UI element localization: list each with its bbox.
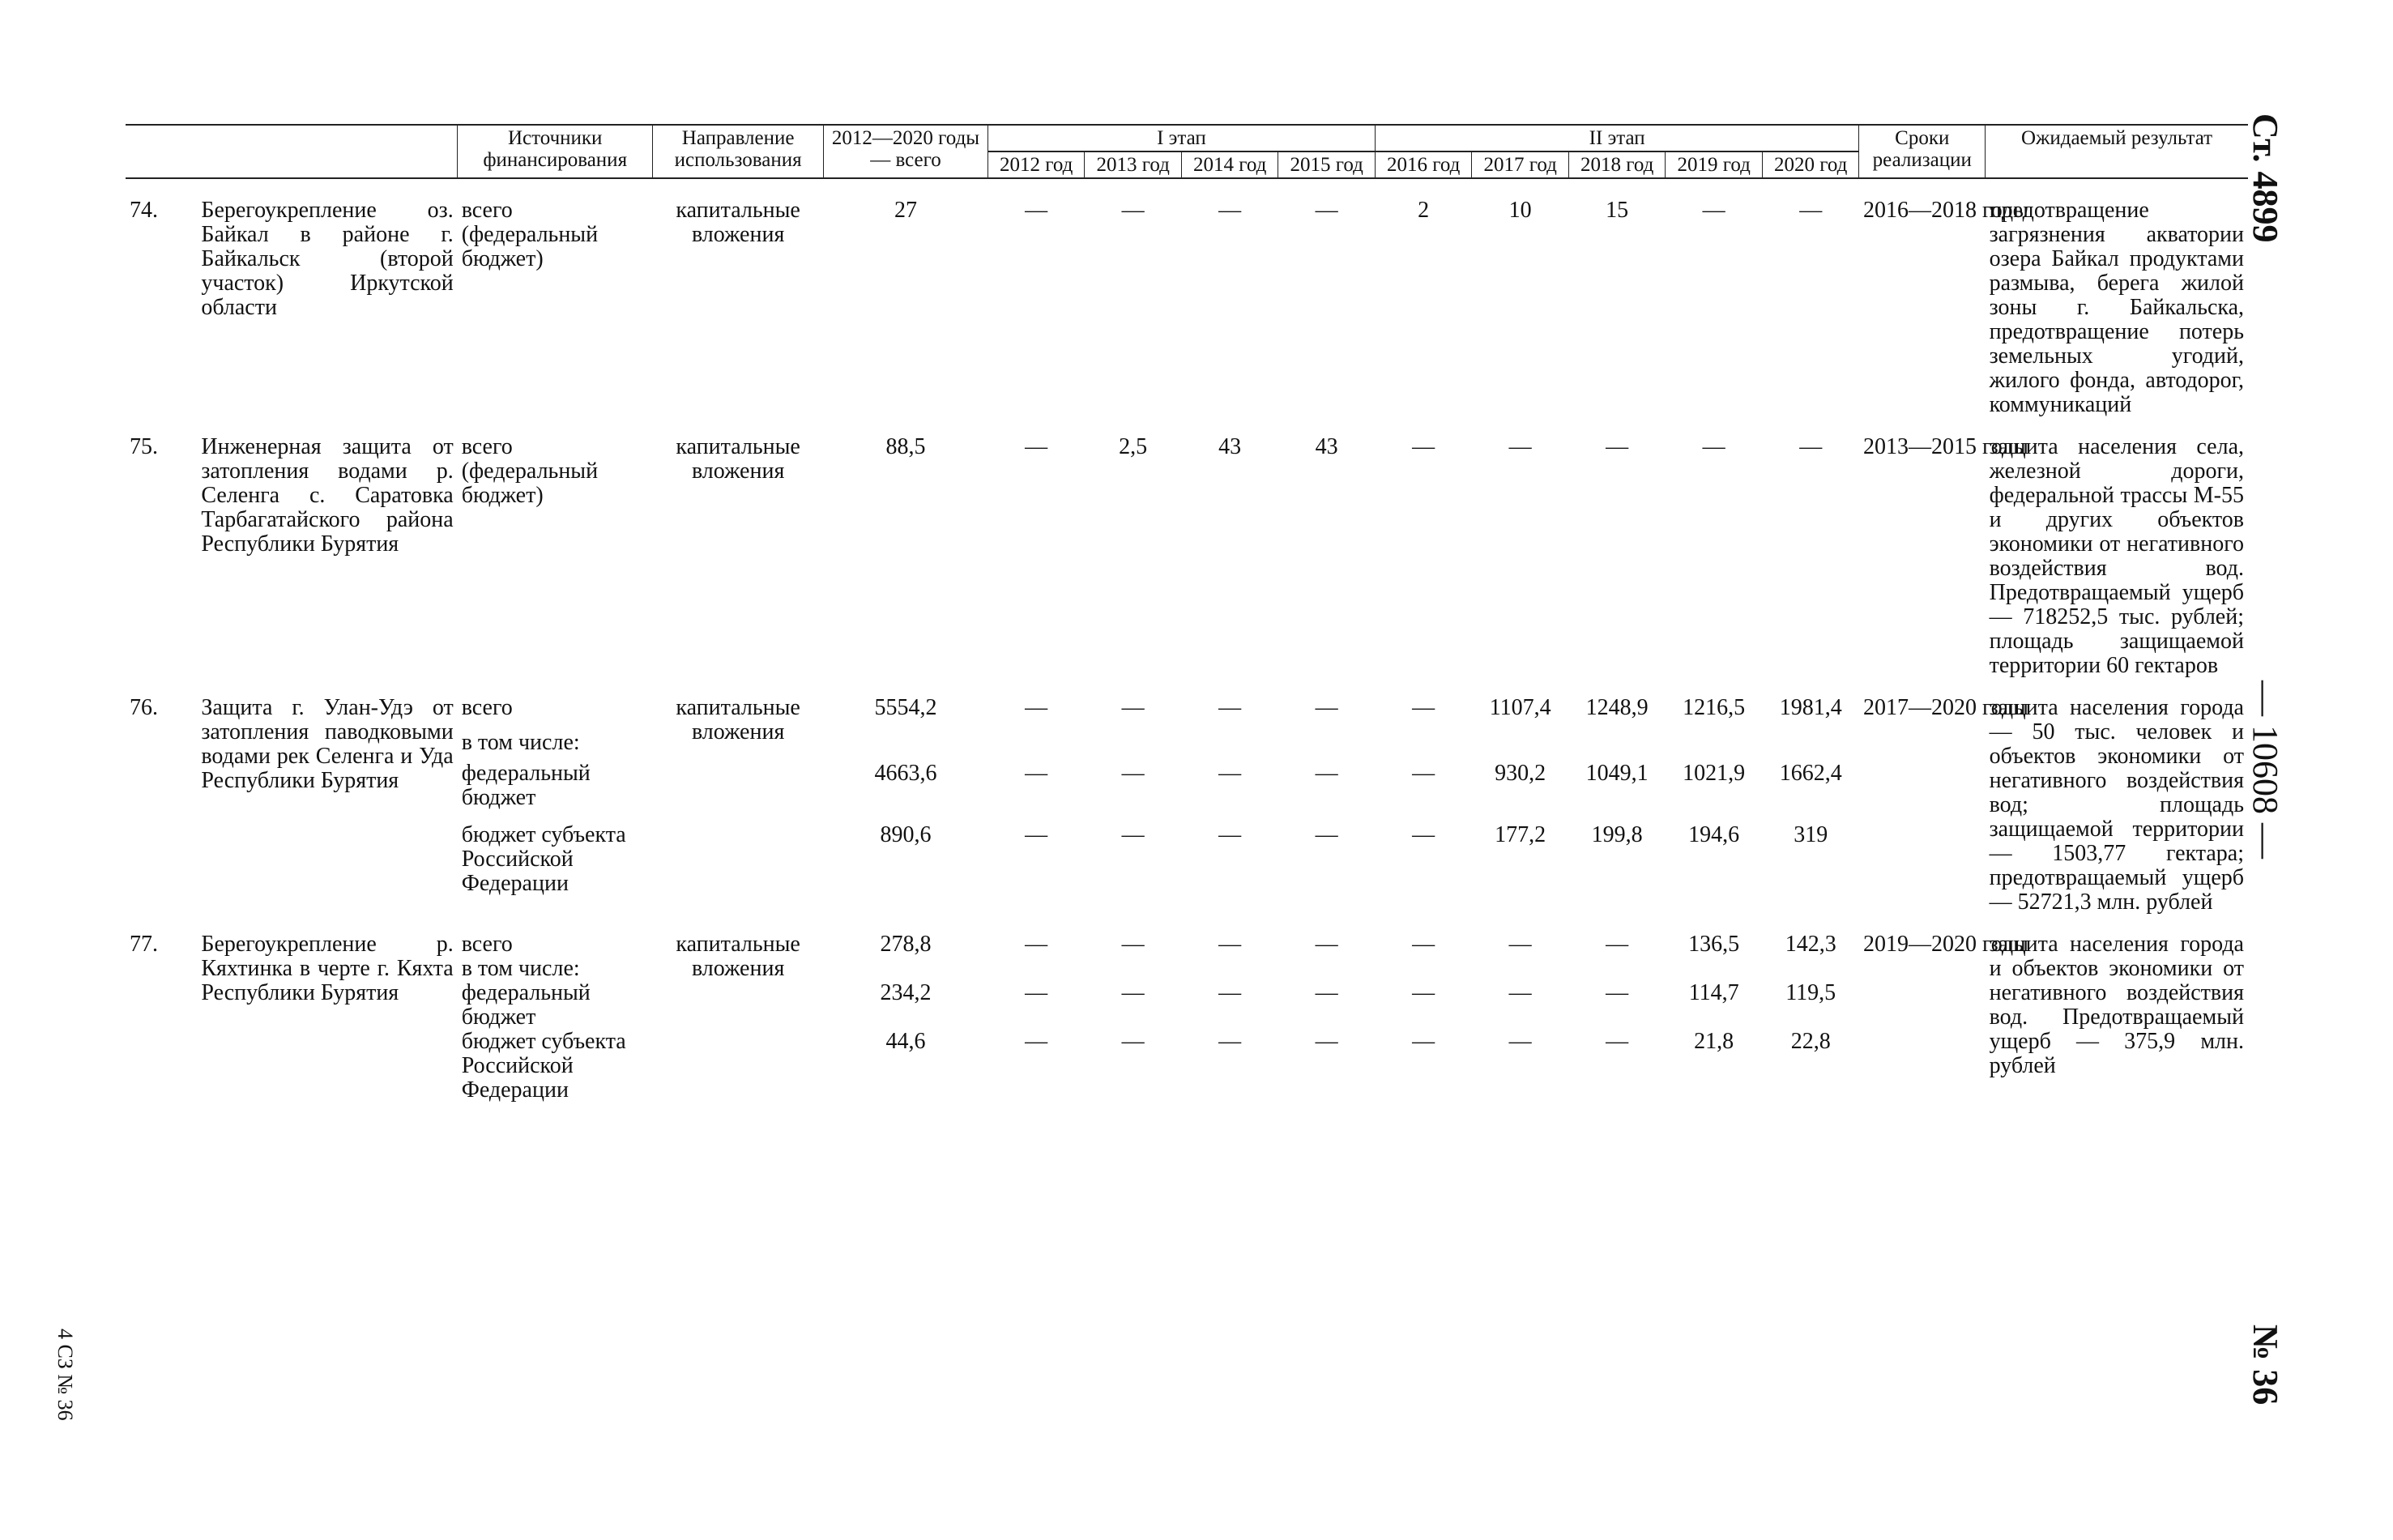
year-value: — <box>1412 695 1435 720</box>
usage-direction: капитальные вложения <box>676 932 800 981</box>
year-value: — <box>1606 434 1629 459</box>
document-number: — 10608 — <box>2246 680 2285 859</box>
footer-signature: 4 СЗ № 36 <box>53 1329 77 1421</box>
table-row <box>126 178 2248 417</box>
year-value: — <box>1025 980 1048 1005</box>
funding-source: федеральный бюджет <box>461 761 591 811</box>
year-value: 1021,9 <box>1683 761 1746 787</box>
header-year: 2020 год <box>1762 151 1859 178</box>
year-value <box>1181 731 1278 761</box>
header-year: 2013 год <box>1085 151 1182 178</box>
year-value: — <box>1799 434 1823 459</box>
year-value: — <box>1025 695 1048 720</box>
year-value: 2,5 <box>1119 434 1148 459</box>
funding-source: всего (федеральный бюджет) <box>461 434 599 508</box>
year-value <box>1472 731 1569 761</box>
year-value: — <box>1121 198 1145 223</box>
header-year: 2017 год <box>1472 151 1569 178</box>
implementation-terms: 2013—2015 годы <box>1862 434 2028 459</box>
usage-direction: капитальные вложения <box>676 434 800 484</box>
year-value: — <box>1315 932 1338 957</box>
total-value: 27 <box>894 198 917 223</box>
year-value: — <box>1025 761 1048 787</box>
total-value: 88,5 <box>885 434 926 459</box>
total-value <box>824 731 988 761</box>
header-terms: Сроки реализации <box>1859 125 1986 178</box>
year-value: 2 <box>1418 198 1430 223</box>
year-value: — <box>1702 198 1725 223</box>
issue-number: № 36 <box>2246 1325 2285 1406</box>
measures-table <box>126 124 2248 1103</box>
year-value: 1662,4 <box>1779 761 1842 787</box>
year-value: — <box>1218 761 1242 787</box>
year-value: 15 <box>1606 198 1629 223</box>
funding-source: в том числе: <box>461 956 580 981</box>
year-value: 21,8 <box>1694 1029 1734 1054</box>
year-value: — <box>1508 1029 1532 1054</box>
year-value <box>987 957 1085 981</box>
table-row <box>126 417 2248 678</box>
header-year: 2018 год <box>1568 151 1666 178</box>
year-value <box>1375 957 1472 981</box>
year-value: — <box>1121 1029 1145 1054</box>
year-value: 1107,4 <box>1489 695 1551 720</box>
total-value: 5554,2 <box>874 695 937 720</box>
year-value: 1248,9 <box>1585 695 1649 720</box>
year-value: — <box>1025 932 1048 957</box>
year-value <box>1568 731 1666 761</box>
year-value <box>1472 957 1569 981</box>
year-value <box>1278 731 1376 761</box>
year-value: 1216,5 <box>1683 695 1746 720</box>
year-value: — <box>1218 1029 1242 1054</box>
row-number: 74. <box>130 198 158 223</box>
year-value: — <box>1315 821 1338 847</box>
header-total: 2012—2020 годы — всего <box>824 125 988 178</box>
funding-source: бюджет субъекта Российской Федерации <box>461 821 626 896</box>
year-value: — <box>1315 980 1338 1005</box>
header-direction: Направление использования <box>653 125 824 178</box>
year-value: — <box>1025 821 1048 847</box>
row-number: 76. <box>130 695 158 720</box>
total-value: 234,2 <box>880 980 932 1005</box>
usage-direction: капитальные вложения <box>676 695 800 744</box>
year-value: — <box>1025 198 1048 223</box>
year-value: 10 <box>1508 198 1532 223</box>
year-value: — <box>1508 980 1532 1005</box>
year-value <box>1762 957 1859 981</box>
year-value: 142,3 <box>1785 932 1836 957</box>
year-value: — <box>1412 821 1435 847</box>
year-value: 136,5 <box>1688 932 1740 957</box>
header-year: 2014 год <box>1181 151 1278 178</box>
year-value: — <box>1025 1029 1048 1054</box>
page-label: Ст. 4899 <box>2246 113 2285 243</box>
year-value: — <box>1606 1029 1629 1054</box>
year-value: 22,8 <box>1790 1029 1831 1054</box>
total-value: 4663,6 <box>874 761 937 787</box>
total-value <box>824 957 988 981</box>
usage-direction: капитальные вложения <box>676 198 800 247</box>
year-value: 1981,4 <box>1779 695 1842 720</box>
year-value <box>1278 957 1376 981</box>
year-value: — <box>1412 434 1435 459</box>
year-value: 319 <box>1794 821 1828 847</box>
year-value <box>1762 731 1859 761</box>
table-body <box>126 178 2248 1103</box>
row-number: 77. <box>130 932 158 957</box>
header-year: 2012 год <box>987 151 1085 178</box>
year-value: — <box>1508 932 1532 957</box>
expected-result: защита населения города и объектов экономики от негативного воздействия вод. Предотвращаемый ущерб — 375,9 млн. рублей <box>1989 932 2244 1078</box>
expected-result: предотвращение загрязнения акватории озера Байкал продуктами размыва, берега жилой зоны г. Байкальска, предотвращение потерь земельных угодий, жилого фонда, автодорог, коммуникаций <box>1989 198 2244 417</box>
header-stage-2: II этап <box>1375 125 1859 151</box>
year-value: — <box>1121 980 1145 1005</box>
year-value: — <box>1218 695 1242 720</box>
year-value: — <box>1121 695 1145 720</box>
year-value: — <box>1121 821 1145 847</box>
year-value: — <box>1508 434 1532 459</box>
year-value: 199,8 <box>1591 821 1643 847</box>
year-value: — <box>1315 695 1338 720</box>
year-value: 1049,1 <box>1585 761 1649 787</box>
year-value: — <box>1606 980 1629 1005</box>
measure-name: Защита г. Улан-Удэ от затопления паводковыми водами рек Селенга и Уда Республики Бурятия <box>201 695 454 793</box>
table-header <box>126 125 2248 178</box>
table-row <box>126 915 2248 957</box>
year-value: — <box>1218 980 1242 1005</box>
year-value: — <box>1025 434 1048 459</box>
year-value: — <box>1121 932 1145 957</box>
implementation-terms: 2019—2020 годы <box>1862 932 2028 957</box>
year-value: 194,6 <box>1688 821 1740 847</box>
year-value <box>1375 731 1472 761</box>
year-value <box>1181 957 1278 981</box>
year-value: — <box>1218 821 1242 847</box>
year-value: — <box>1315 198 1338 223</box>
year-value: — <box>1315 1029 1338 1054</box>
header-blank <box>126 125 458 178</box>
year-value: — <box>1218 198 1242 223</box>
year-value: — <box>1315 761 1338 787</box>
year-value <box>1085 957 1182 981</box>
funding-source: бюджет субъекта Российской Федерации <box>461 1029 626 1103</box>
year-value: 930,2 <box>1495 761 1546 787</box>
year-value: — <box>1412 932 1435 957</box>
year-value <box>1568 957 1666 981</box>
header-year: 2016 год <box>1375 151 1472 178</box>
year-value: 177,2 <box>1495 821 1546 847</box>
table-row <box>126 678 2248 731</box>
year-value <box>1666 731 1763 761</box>
total-value: 278,8 <box>880 932 932 957</box>
year-value: 114,7 <box>1688 980 1739 1005</box>
expected-result: защита населения села, железной дороги, федеральной трассы М-55 и других объектов экономики от негативного воздействия вод. Предотвращаемый ущерб — 718252,5 тыс. рублей; площадь защищаемой территории 60 гектаров <box>1989 434 2244 678</box>
expected-result: защита населения города — 50 тыс. человек и объектов экономики от негативного воздействия вод; площадь защищаемой территории — 1503,77 гектара; предотвращаемый ущерб — 52721,3 млн. рублей <box>1989 695 2244 915</box>
implementation-terms: 2016—2018 годы <box>1862 198 2028 223</box>
year-value: 43 <box>1315 434 1338 459</box>
year-value <box>1085 731 1182 761</box>
measure-name: Берегоукрепление оз. Байкал в районе г. Байкальск (второй участок) Иркутской области <box>201 198 454 320</box>
measure-name: Инженерная защита от затопления водами р. Селенга с. Саратовка Тарбагатайского района Республики Бурятия <box>201 434 454 557</box>
total-value: 890,6 <box>880 821 932 847</box>
header-year: 2019 год <box>1666 151 1763 178</box>
header-year: 2015 год <box>1278 151 1376 178</box>
year-value: — <box>1412 1029 1435 1054</box>
row-number: 75. <box>130 434 158 459</box>
year-value: 119,5 <box>1785 980 1836 1005</box>
year-value: — <box>1799 198 1823 223</box>
year-value: 43 <box>1218 434 1242 459</box>
funding-source: федеральный бюджет <box>461 980 591 1030</box>
year-value: — <box>1412 761 1435 787</box>
year-value <box>987 731 1085 761</box>
funding-source: всего <box>461 932 513 957</box>
implementation-terms: 2017—2020 годы <box>1862 695 2028 720</box>
year-value: — <box>1702 434 1725 459</box>
funding-source: в том числе: <box>461 730 580 756</box>
year-value: — <box>1218 932 1242 957</box>
year-value <box>1666 957 1763 981</box>
funding-source: всего <box>461 695 513 720</box>
header-result: Ожидаемый результат <box>1986 125 2248 178</box>
total-value: 44,6 <box>885 1029 926 1054</box>
measure-name: Берегоукрепление р. Кяхтинка в черте г. Кяхта Республики Бурятия <box>201 932 454 1005</box>
year-value: — <box>1412 980 1435 1005</box>
year-value: — <box>1121 761 1145 787</box>
header-stage-1: I этап <box>987 125 1375 151</box>
year-value: — <box>1606 932 1629 957</box>
funding-source: всего (федеральный бюджет) <box>461 198 599 271</box>
header-sources: Источники финансирования <box>458 125 653 178</box>
